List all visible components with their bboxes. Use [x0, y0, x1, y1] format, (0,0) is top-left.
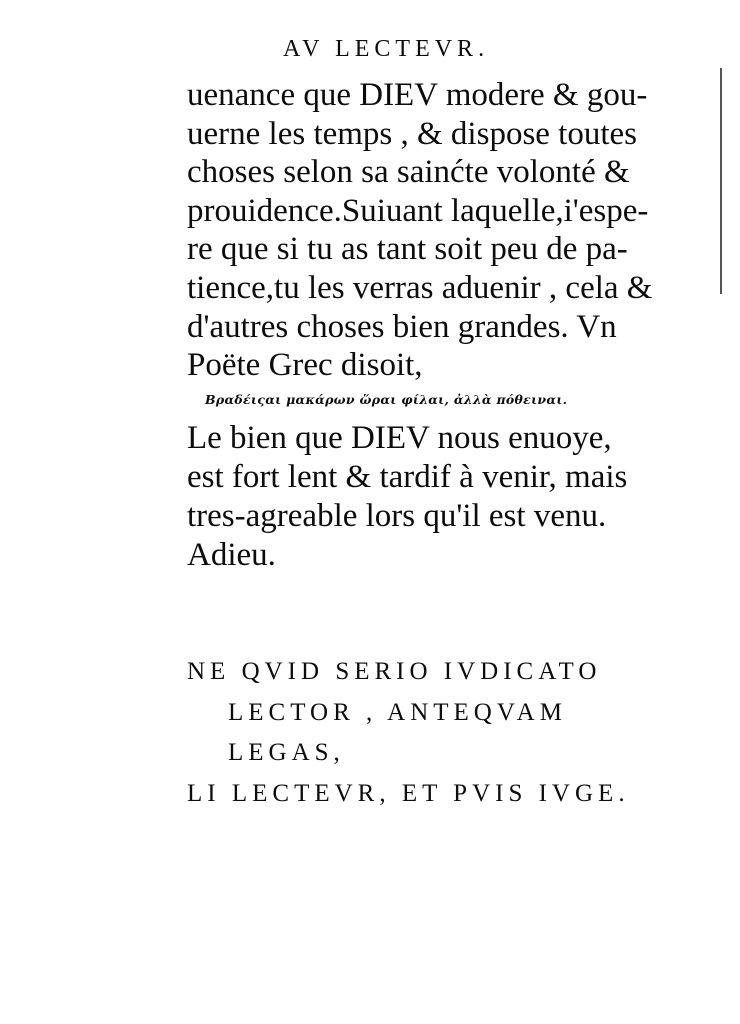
motto-line: LI LECTEVR, ET PVIS IVGE. — [187, 779, 630, 807]
motto-line: LEGAS, — [228, 739, 345, 766]
body-line: d'autres choses bien grandes. Vn — [187, 308, 617, 345]
running-head: AV LECTEVR. — [282, 36, 490, 62]
latin-french-motto — [187, 652, 687, 814]
translation-line: Le bien que DIEV nous enuoye, — [187, 420, 612, 456]
translation-paragraph — [187, 419, 677, 575]
page-edge-line — [720, 68, 722, 294]
motto-line: NE QVID SERIO IVDICATO — [187, 658, 602, 685]
body-line: re que si tu as tant soit peu de pa- — [187, 231, 628, 268]
body-line: prouidence.Suiuant laquelle,i'espe- — [187, 192, 649, 229]
motto-line: LECTOR , ANTEQVAM — [228, 698, 567, 726]
body-line: choses selon sa sainćte volonté & — [187, 154, 630, 191]
translation-line: Adieu. — [187, 537, 276, 573]
greek-quote: Βραδέιςαι μακάρων ὥραι φίλαι, ἀλλὰ πόθειναι. — [205, 392, 568, 407]
body-paragraph — [187, 76, 677, 385]
body-line: tience,tu les verras aduenir , cela & — [187, 269, 653, 306]
body-line: uenance que DIEV modere & gou- — [187, 77, 648, 113]
translation-line: tres-agreable lors qu'il est venu. — [187, 498, 607, 534]
body-line: Poëte Grec disoit, — [187, 347, 423, 384]
translation-line: est fort lent & tardif à venir, mais — [187, 459, 628, 495]
body-line: uerne les temps , & dispose toutes — [187, 115, 638, 152]
